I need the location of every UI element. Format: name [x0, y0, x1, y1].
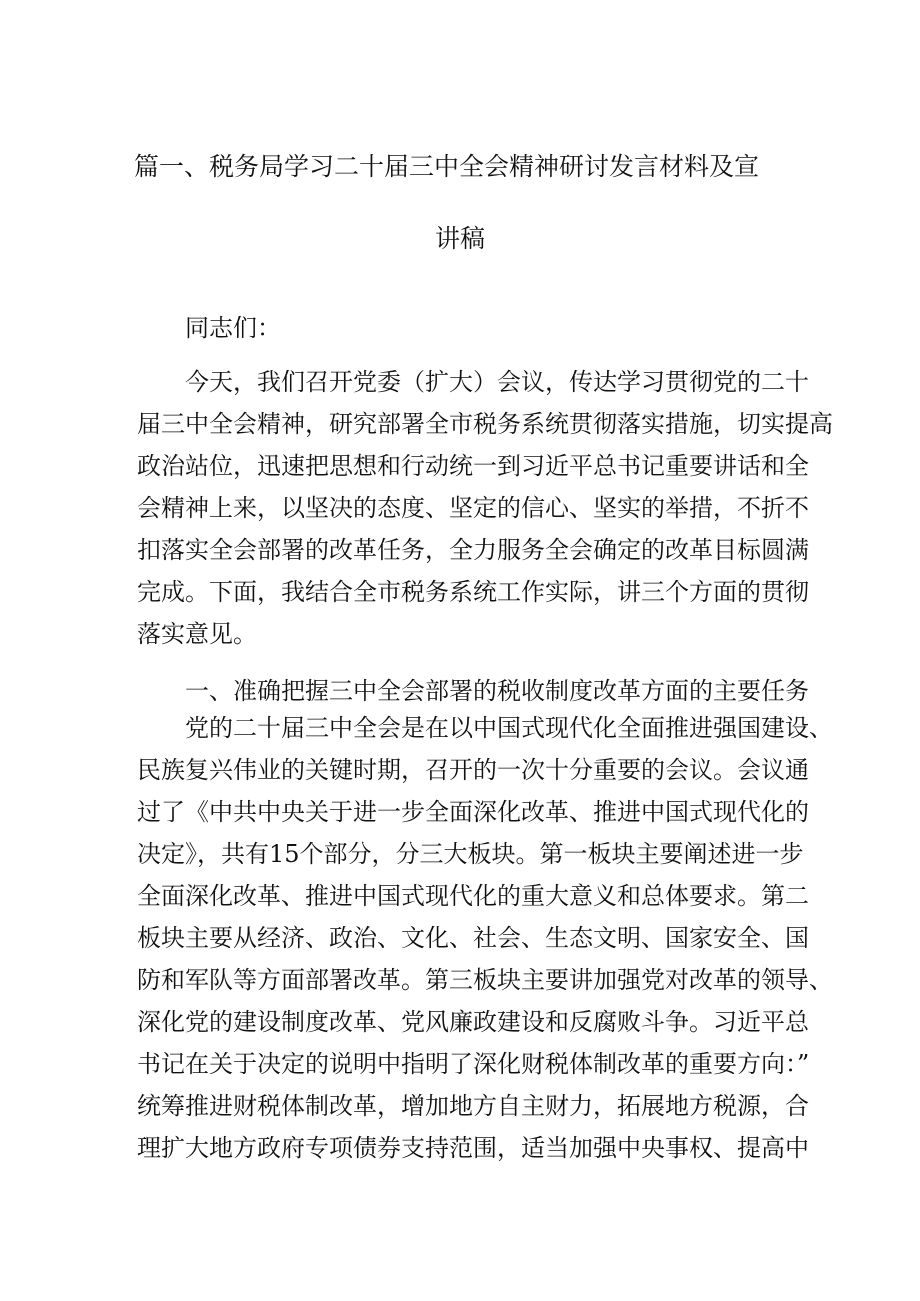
paragraph-line: 扣落实全会部署的改革任务，全力服务全会确定的改革目标圆满	[137, 536, 809, 564]
paragraph-line: 深化党的建设制度改革、党风廉政建设和反腐败斗争。习近平总	[137, 1008, 809, 1036]
paragraph-line: 会精神上来，以坚决的态度、坚定的信心、坚实的举措，不折不	[137, 494, 809, 522]
paragraph-line: 落实意见。	[137, 620, 257, 648]
document-title-line-2: 讲稿	[434, 224, 485, 253]
section-heading-1: 一、准确把握三中全会部署的税收制度改革方面的主要任务	[185, 677, 809, 705]
paragraph-line: 统筹推进财税体制改革，增加地方自主财力，拓展地方税源，合	[137, 1092, 809, 1120]
paragraph-line: 届三中全会精神，研究部署全市税务系统贯彻落实措施，切实提高	[137, 410, 833, 438]
paragraph-line: 完成。下面，我结合全市税务系统工作实际，讲三个方面的贯彻	[137, 578, 809, 606]
paragraph-line: 民族复兴伟业的关键时期，召开的一次十分重要的会议。会议通	[137, 756, 809, 784]
paragraph-line: 政治站位，迅速把思想和行动统一到习近平总书记重要讲话和全	[137, 452, 809, 480]
greeting	[137, 310, 797, 346]
document-title-line-1: 篇一、税务局学习二十届三中全会精神研讨发言材料及宣	[134, 152, 760, 181]
paragraph-line: 党的二十届三中全会是在以中国式现代化全面推进强国建设、	[185, 714, 833, 742]
paragraph-2	[137, 710, 833, 1166]
paragraph-line: 防和军队等方面部署改革。第三板块主要讲加强党对改革的领导、	[137, 966, 833, 994]
paragraph-line: 理扩大地方政府专项债券支持范围，适当加强中央事权、提高中	[137, 1134, 809, 1162]
paragraph-line: 书记在关于决定的说明中指明了深化财税体制改革的重要方向：”	[137, 1050, 810, 1078]
paragraph-line: 决定》，共有15个部分，分三大板块。第一板块主要阐述进一步	[137, 840, 804, 868]
paragraph-line: 今天，我们召开党委（扩大）会议，传达学习贯彻党的二十	[185, 368, 809, 396]
paragraph-line: 全面深化改革、推进中国式现代化的重大意义和总体要求。第二	[137, 882, 809, 910]
paragraph-line: 板块主要从经济、政治、文化、社会、生态文明、国家安全、国	[137, 924, 809, 952]
paragraph-1	[137, 364, 833, 652]
greeting-line: 同志们：	[185, 314, 281, 342]
paragraph-line: 过了《中共中央关于进一步全面深化改革、推进中国式现代化的	[137, 798, 809, 826]
